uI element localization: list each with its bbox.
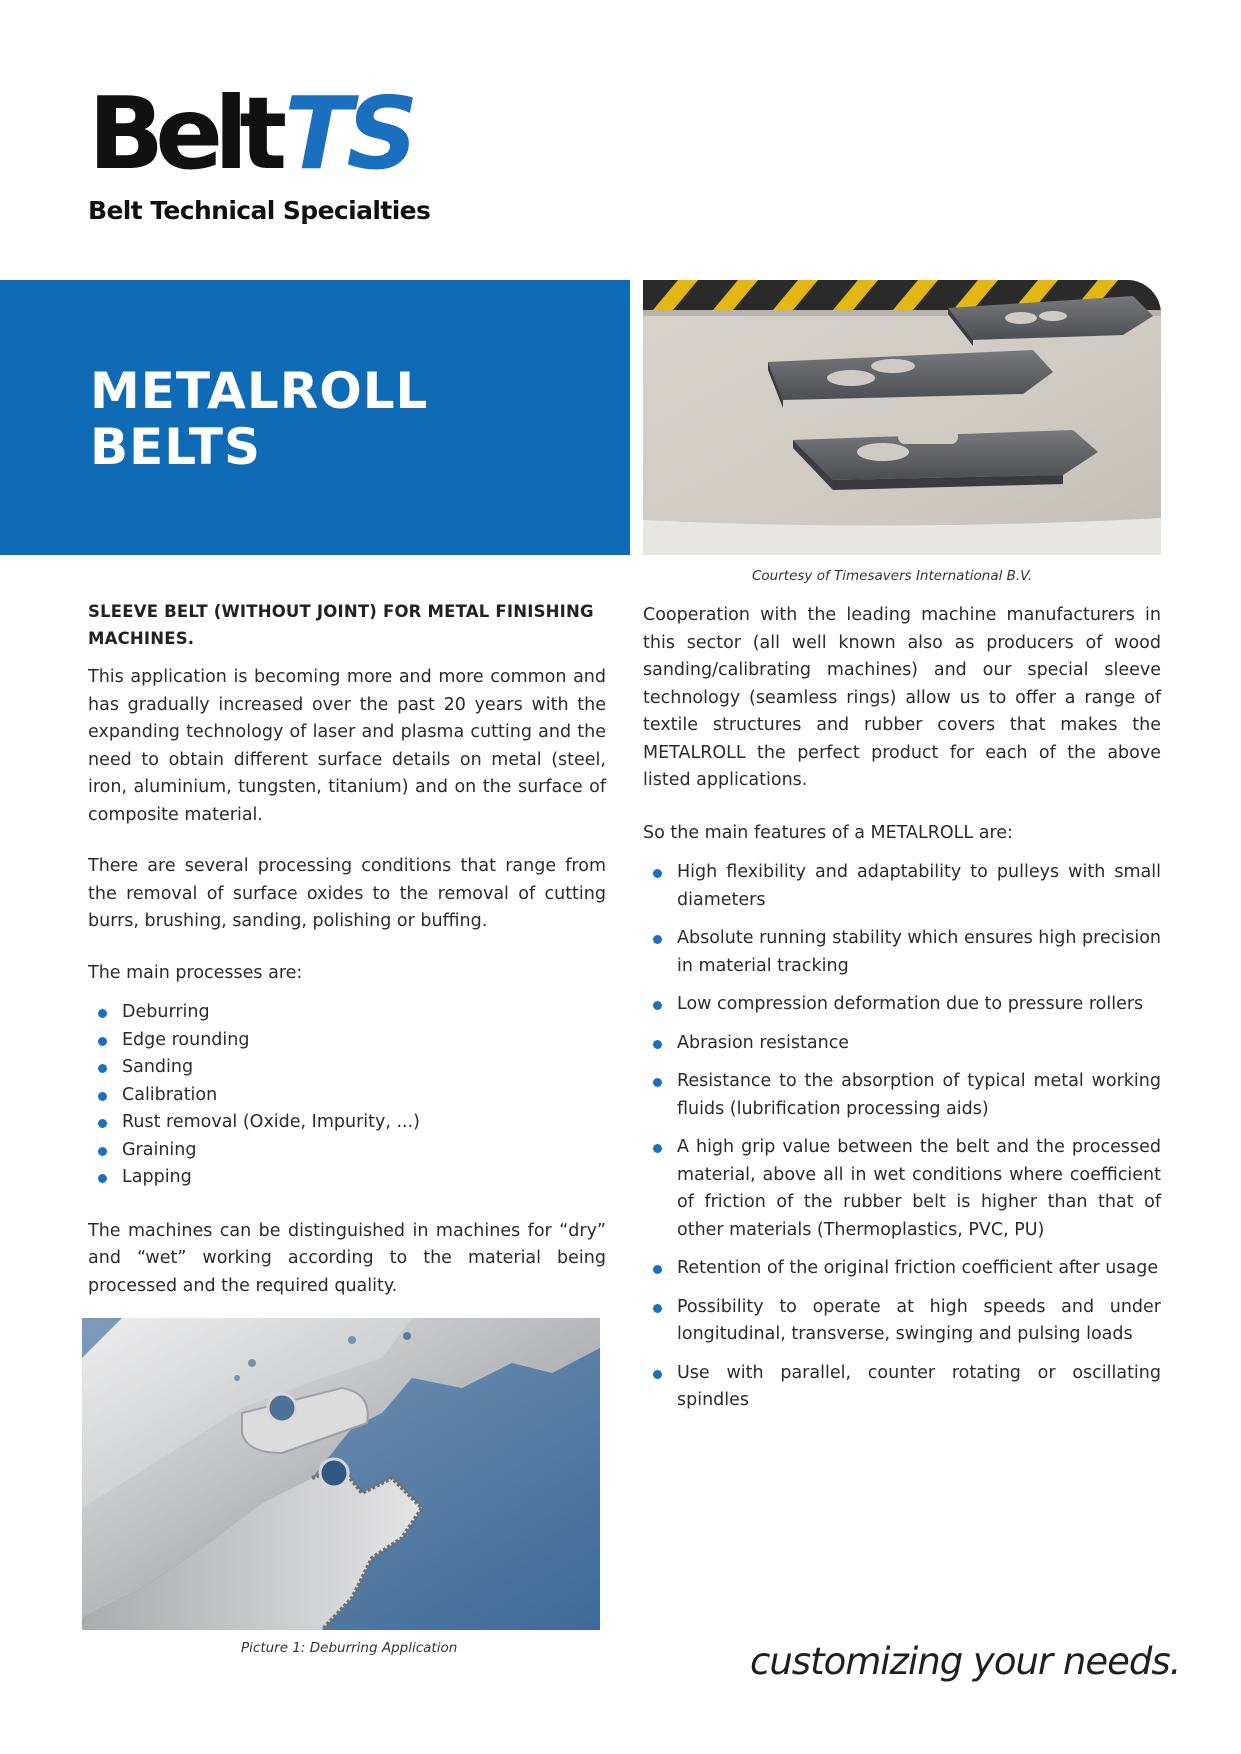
list-item: Abrasion resistance xyxy=(643,1030,1161,1058)
list-item: Deburring xyxy=(88,999,606,1027)
list-item: Edge rounding xyxy=(88,1027,606,1055)
list-item: Calibration xyxy=(88,1082,606,1110)
logo-wordmark-ts: TS xyxy=(284,75,413,192)
bullet-icon xyxy=(98,1119,107,1128)
section-heading: SLEEVE BELT (WITHOUT JOINT) FOR METAL FINISHING MACHINES. xyxy=(88,602,594,648)
top-photo-caption: Courtesy of Timesavers International B.V. xyxy=(752,568,1033,584)
list-item: A high grip value between the belt and the processed material, above all in wet conditions where coefficient of friction of the rubber belt is higher than that of other materials (Thermoplastics, PVC, PU) xyxy=(643,1134,1161,1244)
list-item: High flexibility and adaptability to pulleys with small diameters xyxy=(643,859,1161,914)
right-column xyxy=(643,602,1161,1426)
processes-intro: The main processes are: xyxy=(88,962,303,983)
bullet-icon xyxy=(653,1040,662,1049)
list-item: Retention of the original friction coefficient after usage xyxy=(643,1255,1161,1283)
logo-subtitle: Belt Technical Specialties xyxy=(88,196,431,225)
list-item: Graining xyxy=(88,1137,606,1165)
intro-paragraph: This application is becoming more and more common and has gradually increased over the past 20 years with the expanding technology of laser and plasma cutting and the need to obtain different surface details on metal (steel, iron, aluminium, tungsten, titanium) and on the surface of composite material. xyxy=(88,667,606,825)
features-list xyxy=(643,859,1161,1415)
list-item: Possibility to operate at high speeds and under longitudinal, transverse, swinging and pulsing loads xyxy=(643,1294,1161,1349)
conditions-paragraph: There are several processing conditions that range from the removal of surface oxides to the removal of cutting burrs, brushing, sanding, polishing or buffing. xyxy=(88,856,606,931)
bullet-icon xyxy=(98,1147,107,1156)
cooperation-paragraph: Cooperation with the leading machine manufacturers in this sector (all well known also as producers of wood sanding/calibrating machines) and our special sleeve technology (seamless rings) allow us to offer a range of textile structures and rubber covers that makes the METALROLL the perfect product for each of the above listed applications. xyxy=(643,605,1161,790)
tagline: customizing your needs. xyxy=(750,1640,1181,1683)
features-intro: So the main features of a METALROLL are: xyxy=(643,822,1013,843)
processes-list xyxy=(88,999,606,1192)
list-item: Resistance to the absorption of typical metal working fluids (lubrification processing aids) xyxy=(643,1068,1161,1123)
bullet-icon xyxy=(653,1078,662,1087)
bullet-icon xyxy=(98,1009,107,1018)
bullet-icon xyxy=(98,1064,107,1073)
bullet-icon xyxy=(653,1001,662,1010)
list-item: Sanding xyxy=(88,1054,606,1082)
list-item: Rust removal (Oxide, Impurity, ...) xyxy=(88,1109,606,1137)
bullet-icon xyxy=(98,1174,107,1183)
machines-paragraph: The machines can be distinguished in machines for “dry” and “wet” working according to the material being processed and the required quality. xyxy=(88,1220,606,1296)
logo-wordmark-belt: Belt xyxy=(88,75,279,192)
brand-logo xyxy=(88,75,413,192)
bullet-icon xyxy=(653,1144,662,1153)
left-column xyxy=(88,598,606,1300)
list-item: Lapping xyxy=(88,1164,606,1192)
list-item: Absolute running stability which ensures high precision in material tracking xyxy=(643,925,1161,980)
bullet-icon xyxy=(98,1092,107,1101)
list-item: Low compression deformation due to pressure rollers xyxy=(643,991,1161,1019)
bullet-icon xyxy=(653,869,662,878)
page-title-line2: BELTS xyxy=(90,418,261,476)
list-item: Use with parallel, counter rotating or oscillating spindles xyxy=(643,1360,1161,1415)
deburring-photo xyxy=(82,1318,600,1630)
metal-plates-photo xyxy=(643,280,1161,555)
page-title-line1: METALROLL xyxy=(90,362,429,420)
bullet-icon xyxy=(98,1037,107,1046)
page-title xyxy=(90,363,428,475)
bottom-photo-caption: Picture 1: Deburring Application xyxy=(241,1640,458,1656)
bullet-icon xyxy=(653,935,662,944)
bullet-icon xyxy=(653,1370,662,1379)
bullet-icon xyxy=(653,1304,662,1313)
bullet-icon xyxy=(653,1265,662,1274)
